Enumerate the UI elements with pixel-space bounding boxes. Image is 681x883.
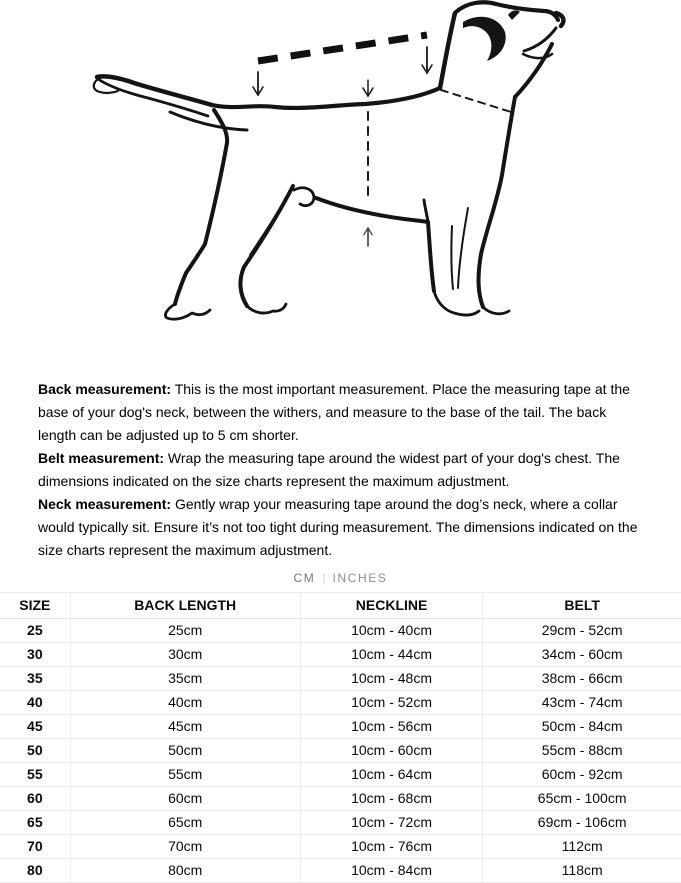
value-cell: 10cm - 56cm (300, 715, 483, 739)
unit-toggle (0, 571, 681, 585)
value-cell: 50cm (70, 739, 300, 763)
value-cell: 80cm (70, 859, 300, 883)
column-header: BACK LENGTH (70, 593, 300, 619)
value-cell: 10cm - 84cm (300, 859, 483, 883)
value-cell: 30cm (70, 643, 300, 667)
table-row (0, 787, 681, 811)
table-row (0, 715, 681, 739)
size-cell: 45 (0, 715, 70, 739)
size-cell: 55 (0, 763, 70, 787)
value-cell: 40cm (70, 691, 300, 715)
size-cell: 80 (0, 859, 70, 883)
value-cell: 55cm (70, 763, 300, 787)
instruction-paragraph: Belt measurement: Wrap the measuring tape around the widest part of your dog's chest. The dimensions indicated on the size charts represent the maximum adjustment. (38, 450, 620, 489)
value-cell: 38cm - 66cm (483, 667, 681, 691)
value-cell: 35cm (70, 667, 300, 691)
column-header: SIZE (0, 593, 70, 619)
column-header: NECKLINE (300, 593, 483, 619)
size-cell: 50 (0, 739, 70, 763)
dog-measurement-diagram (0, 0, 681, 368)
value-cell: 112cm (483, 835, 681, 859)
table-row (0, 643, 681, 667)
value-cell: 10cm - 48cm (300, 667, 483, 691)
instruction-paragraph: Back measurement: This is the most important measurement. Place the measuring tape at the base of your dog's neck, between the withers, and measure to the base of the tail. The back length can be adjusted up to 5 cm shorter. (38, 381, 630, 443)
size-table (0, 592, 681, 883)
size-cell: 60 (0, 787, 70, 811)
size-cell: 30 (0, 643, 70, 667)
value-cell: 60cm (70, 787, 300, 811)
value-cell: 10cm - 52cm (300, 691, 483, 715)
value-cell: 10cm - 40cm (300, 619, 483, 643)
table-row (0, 763, 681, 787)
table-row (0, 739, 681, 763)
instruction-label: Back measurement: (38, 381, 172, 397)
table-row (0, 667, 681, 691)
measurement-instructions (0, 368, 681, 562)
value-cell: 25cm (70, 619, 300, 643)
column-header: BELT (483, 593, 681, 619)
instruction-label: Belt measurement: (38, 450, 165, 466)
table-row (0, 811, 681, 835)
value-cell: 10cm - 72cm (300, 811, 483, 835)
value-cell: 118cm (483, 859, 681, 883)
size-cell: 40 (0, 691, 70, 715)
neck-dashed-line (441, 90, 511, 112)
value-cell: 10cm - 60cm (300, 739, 483, 763)
value-cell: 34cm - 60cm (483, 643, 681, 667)
value-cell: 10cm - 68cm (300, 787, 483, 811)
value-cell: 70cm (70, 835, 300, 859)
value-cell: 65cm (70, 811, 300, 835)
value-cell: 10cm - 76cm (300, 835, 483, 859)
value-cell: 45cm (70, 715, 300, 739)
value-cell: 55cm - 88cm (483, 739, 681, 763)
back-length-dashed-line (258, 35, 427, 61)
value-cell: 10cm - 64cm (300, 763, 483, 787)
instruction-label: Neck measurement: (38, 496, 172, 512)
table-row (0, 691, 681, 715)
value-cell: 60cm - 92cm (483, 763, 681, 787)
unit-separator: | (322, 571, 326, 585)
value-cell: 29cm - 52cm (483, 619, 681, 643)
size-cell: 65 (0, 811, 70, 835)
unit-option-cm[interactable]: CM (293, 571, 316, 585)
unit-option-inches[interactable]: INCHES (332, 571, 388, 585)
table-row (0, 859, 681, 883)
dog-illustration (0, 0, 681, 368)
table-header-row (0, 593, 681, 619)
table-row (0, 619, 681, 643)
size-cell: 25 (0, 619, 70, 643)
size-cell: 70 (0, 835, 70, 859)
size-cell: 35 (0, 667, 70, 691)
value-cell: 43cm - 74cm (483, 691, 681, 715)
instruction-paragraph: Neck measurement: Gently wrap your measuring tape around the dog’s neck, where a collar would typically sit. Ensure it’s not too tight during measurement. The dimensions indicated on the size charts represent the maximum adjustment. (38, 496, 638, 558)
value-cell: 50cm - 84cm (483, 715, 681, 739)
value-cell: 69cm - 106cm (483, 811, 681, 835)
table-row (0, 835, 681, 859)
value-cell: 10cm - 44cm (300, 643, 483, 667)
value-cell: 65cm - 100cm (483, 787, 681, 811)
